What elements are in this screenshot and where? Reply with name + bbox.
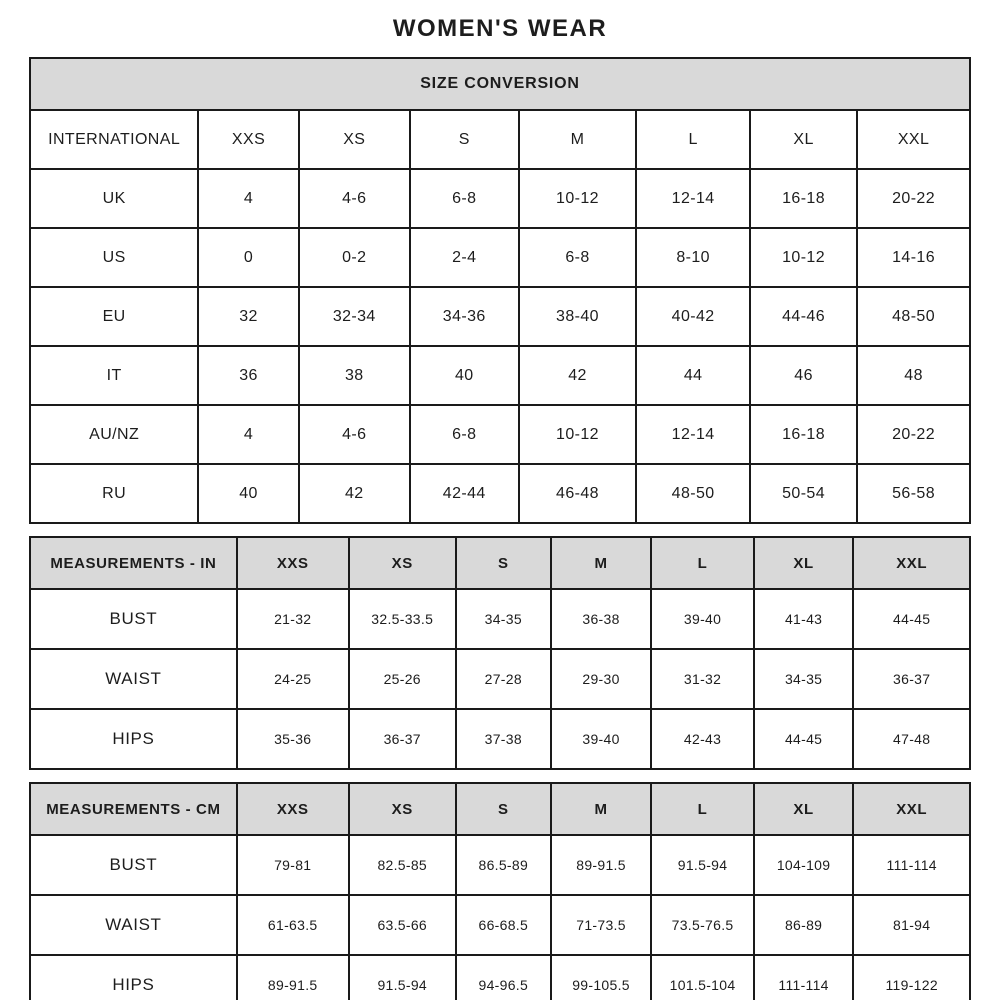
- value-cell: 94-96.5: [456, 955, 551, 1000]
- row-label: US: [30, 228, 198, 287]
- value-cell: 48: [857, 346, 970, 405]
- row-label: BUST: [30, 589, 237, 649]
- value-cell: 39-40: [651, 589, 753, 649]
- value-cell: 20-22: [857, 169, 970, 228]
- table-row: [30, 287, 970, 346]
- row-label: BUST: [30, 835, 237, 895]
- value-cell: 0: [198, 228, 299, 287]
- column-header-xl: XL: [750, 110, 857, 169]
- value-cell: 34-35: [456, 589, 551, 649]
- measurements-in-table: [29, 536, 971, 770]
- value-cell: 63.5-66: [349, 895, 456, 955]
- value-cell: 79-81: [237, 835, 349, 895]
- column-header-xl: XL: [754, 783, 854, 835]
- page-title: WOMEN'S WEAR: [392, 15, 608, 42]
- table-row: [30, 228, 970, 287]
- value-cell: 36-38: [551, 589, 652, 649]
- column-header-xxs: XXS: [237, 783, 349, 835]
- value-cell: 10-12: [519, 405, 637, 464]
- value-cell: 38-40: [519, 287, 637, 346]
- column-header-xxl: XXL: [853, 783, 970, 835]
- column-header-international: INTERNATIONAL: [30, 110, 198, 169]
- value-cell: 36-37: [853, 649, 970, 709]
- column-header-xs: XS: [349, 783, 456, 835]
- size-conversion-header: SIZE CONVERSION: [30, 58, 970, 110]
- value-cell: 42: [299, 464, 410, 523]
- row-label: UK: [30, 169, 198, 228]
- value-cell: 82.5-85: [349, 835, 456, 895]
- value-cell: 101.5-104: [651, 955, 753, 1000]
- value-cell: 24-25: [237, 649, 349, 709]
- column-header-xxl: XXL: [853, 537, 970, 589]
- value-cell: 14-16: [857, 228, 970, 287]
- column-header-xs: XS: [349, 537, 456, 589]
- value-cell: 44-45: [754, 709, 854, 769]
- column-header-m: M: [551, 783, 652, 835]
- value-cell: 31-32: [651, 649, 753, 709]
- value-cell: 66-68.5: [456, 895, 551, 955]
- value-cell: 44-46: [750, 287, 857, 346]
- value-cell: 10-12: [519, 169, 637, 228]
- column-header-xxs: XXS: [198, 110, 299, 169]
- value-cell: 81-94: [853, 895, 970, 955]
- value-cell: 34-36: [410, 287, 519, 346]
- value-cell: 35-36: [237, 709, 349, 769]
- row-label: HIPS: [30, 955, 237, 1000]
- value-cell: 34-35: [754, 649, 854, 709]
- value-cell: 48-50: [636, 464, 750, 523]
- row-label: EU: [30, 287, 198, 346]
- value-cell: 99-105.5: [551, 955, 652, 1000]
- row-label: AU/NZ: [30, 405, 198, 464]
- value-cell: 16-18: [750, 405, 857, 464]
- column-header-xxl: XXL: [857, 110, 970, 169]
- row-label: RU: [30, 464, 198, 523]
- value-cell: 12-14: [636, 169, 750, 228]
- value-cell: 42-44: [410, 464, 519, 523]
- value-cell: 41-43: [754, 589, 854, 649]
- value-cell: 16-18: [750, 169, 857, 228]
- table-row: [30, 783, 970, 835]
- value-cell: 2-4: [410, 228, 519, 287]
- value-cell: 40: [198, 464, 299, 523]
- value-cell: 4-6: [299, 405, 410, 464]
- value-cell: 86-89: [754, 895, 854, 955]
- value-cell: 42: [519, 346, 637, 405]
- column-header-l: L: [651, 537, 753, 589]
- value-cell: 89-91.5: [551, 835, 652, 895]
- value-cell: 29-30: [551, 649, 652, 709]
- value-cell: 20-22: [857, 405, 970, 464]
- value-cell: 91.5-94: [651, 835, 753, 895]
- table-row: [30, 405, 970, 464]
- table-row: [30, 709, 970, 769]
- value-cell: 12-14: [636, 405, 750, 464]
- value-cell: 21-32: [237, 589, 349, 649]
- value-cell: 91.5-94: [349, 955, 456, 1000]
- value-cell: 32: [198, 287, 299, 346]
- row-label: WAIST: [30, 895, 237, 955]
- value-cell: 46: [750, 346, 857, 405]
- table-row: [30, 589, 970, 649]
- table-row: [30, 464, 970, 523]
- column-header-m: M: [551, 537, 652, 589]
- table-row: [30, 895, 970, 955]
- value-cell: 48-50: [857, 287, 970, 346]
- value-cell: 39-40: [551, 709, 652, 769]
- value-cell: 6-8: [410, 169, 519, 228]
- column-header-m: M: [519, 110, 637, 169]
- value-cell: 104-109: [754, 835, 854, 895]
- value-cell: 32-34: [299, 287, 410, 346]
- value-cell: 36: [198, 346, 299, 405]
- table-row: [30, 835, 970, 895]
- value-cell: 0-2: [299, 228, 410, 287]
- value-cell: 111-114: [853, 835, 970, 895]
- value-cell: 50-54: [750, 464, 857, 523]
- row-label: IT: [30, 346, 198, 405]
- value-cell: 111-114: [754, 955, 854, 1000]
- value-cell: 6-8: [519, 228, 637, 287]
- value-cell: 61-63.5: [237, 895, 349, 955]
- value-cell: 46-48: [519, 464, 637, 523]
- value-cell: 71-73.5: [551, 895, 652, 955]
- column-header-s: S: [456, 783, 551, 835]
- value-cell: 47-48: [853, 709, 970, 769]
- table-row: [30, 955, 970, 1000]
- value-cell: 27-28: [456, 649, 551, 709]
- value-cell: 4: [198, 405, 299, 464]
- value-cell: 44-45: [853, 589, 970, 649]
- column-header-xs: XS: [299, 110, 410, 169]
- row-label: WAIST: [30, 649, 237, 709]
- value-cell: 119-122: [853, 955, 970, 1000]
- value-cell: 25-26: [349, 649, 456, 709]
- measurements-cm-table: [29, 782, 971, 1000]
- table-row: [30, 537, 970, 589]
- value-cell: 42-43: [651, 709, 753, 769]
- value-cell: 8-10: [636, 228, 750, 287]
- value-cell: 37-38: [456, 709, 551, 769]
- value-cell: 89-91.5: [237, 955, 349, 1000]
- value-cell: 40: [410, 346, 519, 405]
- table-row: [30, 110, 970, 169]
- measurements-cm-header: MEASUREMENTS - CM: [30, 783, 237, 835]
- column-header-s: S: [456, 537, 551, 589]
- column-header-l: L: [636, 110, 750, 169]
- value-cell: 86.5-89: [456, 835, 551, 895]
- table-row: [30, 169, 970, 228]
- value-cell: 6-8: [410, 405, 519, 464]
- column-header-xl: XL: [754, 537, 854, 589]
- value-cell: 44: [636, 346, 750, 405]
- row-label: HIPS: [30, 709, 237, 769]
- value-cell: 32.5-33.5: [349, 589, 456, 649]
- value-cell: 4-6: [299, 169, 410, 228]
- column-header-l: L: [651, 783, 753, 835]
- value-cell: 38: [299, 346, 410, 405]
- value-cell: 40-42: [636, 287, 750, 346]
- value-cell: 4: [198, 169, 299, 228]
- value-cell: 56-58: [857, 464, 970, 523]
- column-header-xxs: XXS: [237, 537, 349, 589]
- measurements-in-header: MEASUREMENTS - IN: [30, 537, 237, 589]
- value-cell: 36-37: [349, 709, 456, 769]
- column-header-s: S: [410, 110, 519, 169]
- table-row: [30, 649, 970, 709]
- table-row: [30, 346, 970, 405]
- value-cell: 73.5-76.5: [651, 895, 753, 955]
- value-cell: 10-12: [750, 228, 857, 287]
- table-row: [30, 58, 970, 110]
- size-conversion-table: [29, 57, 971, 524]
